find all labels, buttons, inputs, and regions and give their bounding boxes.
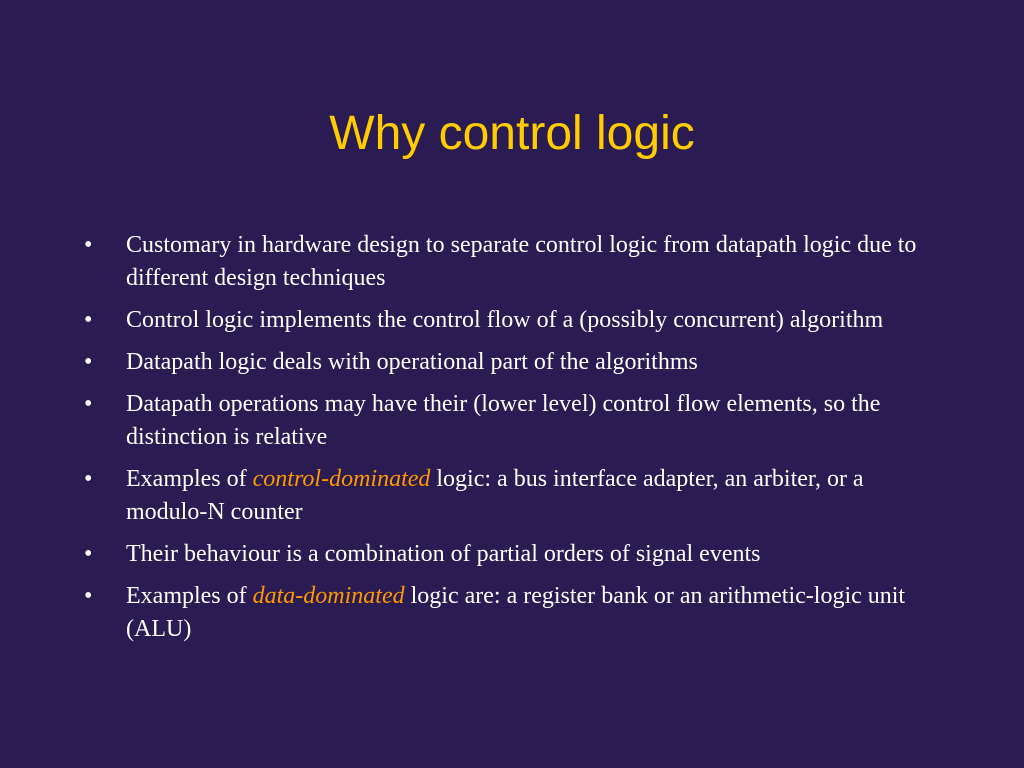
bullet-icon: • [84, 349, 93, 375]
bullet-item [84, 463, 944, 529]
bullet-text [126, 466, 864, 525]
bullet-icon: • [84, 391, 93, 417]
bullet-icon: • [84, 307, 93, 333]
bullet-item [84, 346, 944, 379]
bullet-icon: • [84, 466, 93, 492]
bullet-item [84, 580, 944, 646]
bullet-text-post: logic: a bus interface adapter, an arbiter, or a modulo-N counter [126, 466, 864, 525]
slide-title: Why control logic [329, 107, 695, 160]
bullet-text-pre: Examples of [126, 583, 253, 609]
bullet-list [84, 229, 944, 655]
bullet-text: Customary in hardware design to separate control logic from datapath logic due to different design techniques [126, 232, 917, 291]
bullet-text-pre: Examples of [126, 466, 253, 492]
bullet-item [84, 538, 944, 571]
emphasis-term: control-dominated [252, 466, 431, 492]
bullet-text-post: logic are: a register bank or an arithmetic-logic unit (ALU) [126, 583, 906, 642]
bullet-icon: • [84, 232, 93, 258]
bullet-item [84, 229, 944, 295]
bullet-text: Control logic implements the control flow of a (possibly concurrent) algorithm [126, 307, 884, 333]
bullet-text [126, 583, 905, 642]
bullet-text: Datapath operations may have their (lower level) control flow elements, so the distinction is relative [126, 391, 881, 450]
bullet-icon: • [84, 541, 93, 567]
bullet-text: Their behaviour is a combination of partial orders of signal events [126, 541, 761, 567]
emphasis-term: data-dominated [252, 583, 405, 609]
bullet-item [84, 304, 944, 337]
bullet-item [84, 388, 944, 454]
bullet-icon: • [84, 583, 93, 609]
bullet-text: Datapath logic deals with operational part of the algorithms [126, 349, 698, 375]
